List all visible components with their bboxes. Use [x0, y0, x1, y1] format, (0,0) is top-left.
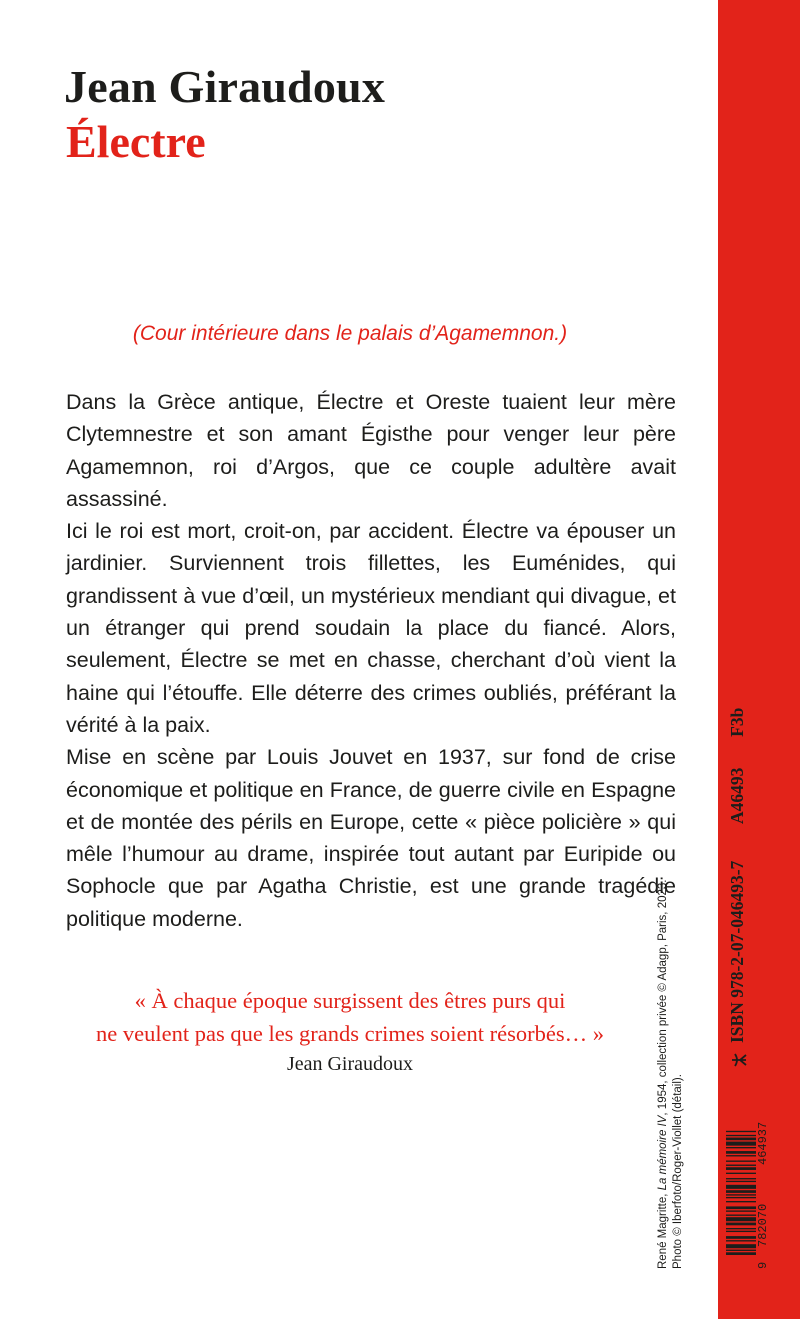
credit-text: René Magritte,: [657, 1190, 669, 1269]
back-cover-summary: [66, 386, 676, 935]
credit-line: [656, 829, 671, 1269]
isbn-block: [727, 708, 748, 1043]
photo-credit-line: Photo © Iberfoto/Roger-Viollet (détail).: [672, 1074, 684, 1269]
barcode-bar: [726, 1252, 756, 1255]
barcode-bar: [726, 1223, 756, 1226]
image-credit: [656, 829, 686, 1269]
artwork-title: La mémoire IV: [657, 1115, 669, 1191]
barcode-bar: [726, 1131, 756, 1132]
price-code: F3b: [727, 707, 747, 737]
stage-direction: (Cour intérieure dans le palais d’Agamemnon.): [132, 322, 568, 345]
barcode-bar: [726, 1178, 756, 1179]
summary-paragraph: Mise en scène par Louis Jouvet en 1937, sur fond de crise économique et politique en France, de guerre civile en Espagne et de montée des périls en Europe, cette « pièce policière » qui mêle l’humour au drame, inspirée tout autant par Euripide ou Sophocle que par Agatha Christie, est une grande tragédie politique moderne.: [66, 745, 676, 931]
book-title: Électre: [66, 116, 206, 167]
barcode-bar: [726, 1147, 756, 1148]
barcode-bar: [726, 1173, 756, 1174]
barcode-bar: [726, 1240, 756, 1241]
barcode-bar: [726, 1181, 756, 1182]
barcode-bar: [726, 1155, 756, 1156]
barcode-bar: [726, 1231, 756, 1232]
barcode-bar: [726, 1244, 756, 1248]
catalog-code: A46493: [727, 767, 747, 824]
barcode-bar: [726, 1236, 756, 1239]
vertical-info-strip: [654, 649, 770, 1269]
author-quote: [0, 984, 700, 1050]
barcode-bar: [726, 1190, 756, 1193]
barcode-bar: [726, 1250, 756, 1251]
barcode-bar: [726, 1142, 756, 1146]
barcode-bar: [726, 1151, 756, 1154]
barcode-bar: [726, 1215, 756, 1216]
barcode: [726, 1084, 770, 1269]
barcode-bar: [726, 1135, 756, 1136]
barcode-bar: [726, 1138, 756, 1141]
barcode-bar: [726, 1167, 756, 1170]
barcode-bar: [726, 1185, 756, 1189]
barcode-bars: [726, 1087, 756, 1255]
barcode-bar: [726, 1228, 756, 1229]
quote-line: ne veulent pas que les grands crimes soient résorbés… »: [96, 1021, 604, 1046]
barcode-left-digits: 782070: [756, 1203, 770, 1247]
barcode-bar: [726, 1197, 756, 1198]
barcode-bar: [726, 1206, 756, 1209]
barcode-bar: [726, 1210, 756, 1211]
barcode-right-digits: 464937: [756, 1121, 770, 1165]
barcode-bar: [726, 1201, 756, 1202]
barcode-first-digit: 9: [756, 1261, 770, 1269]
author-name: Jean Giraudoux: [64, 61, 386, 112]
quote-line: « À chaque époque surgissent des êtres purs qui: [134, 988, 566, 1013]
isbn-number: ISBN 978-2-07-046493-7: [727, 860, 747, 1043]
barcode-bar: [726, 1165, 756, 1166]
barcode-bar: [726, 1217, 756, 1221]
credit-text: , 1954, collection privée © Adagp, Paris, 2023.: [657, 879, 669, 1116]
summary-paragraph: Dans la Grèce antique, Électre et Oreste tuaient leur mère Clytemnestre et son amant Égisthe pour venger leur père Agamemnon, roi d’Argos, que ce couple adultère avait assassiné.: [66, 390, 676, 511]
summary-paragraph: Ici le roi est mort, croit-on, par accident. Électre va épouser un jardinier. Surviennent trois fillettes, les Euménides, qui grandissent à vue d’œil, un mystérieux mendiant qui divague, et un étranger qui prend soudain la place du fiancé. Alors, seulement, Électre se met en chasse, cherchant d’où vient la haine qui l’étouffe. Elle déterre des crimes oubliés, préférant la vérité à la paix.: [66, 519, 676, 737]
quote-attribution: Jean Giraudoux: [286, 1053, 414, 1075]
barcode-bar: [726, 1194, 756, 1195]
gallimard-folio-icon: [730, 1051, 748, 1069]
barcode-bar: [726, 1161, 756, 1162]
